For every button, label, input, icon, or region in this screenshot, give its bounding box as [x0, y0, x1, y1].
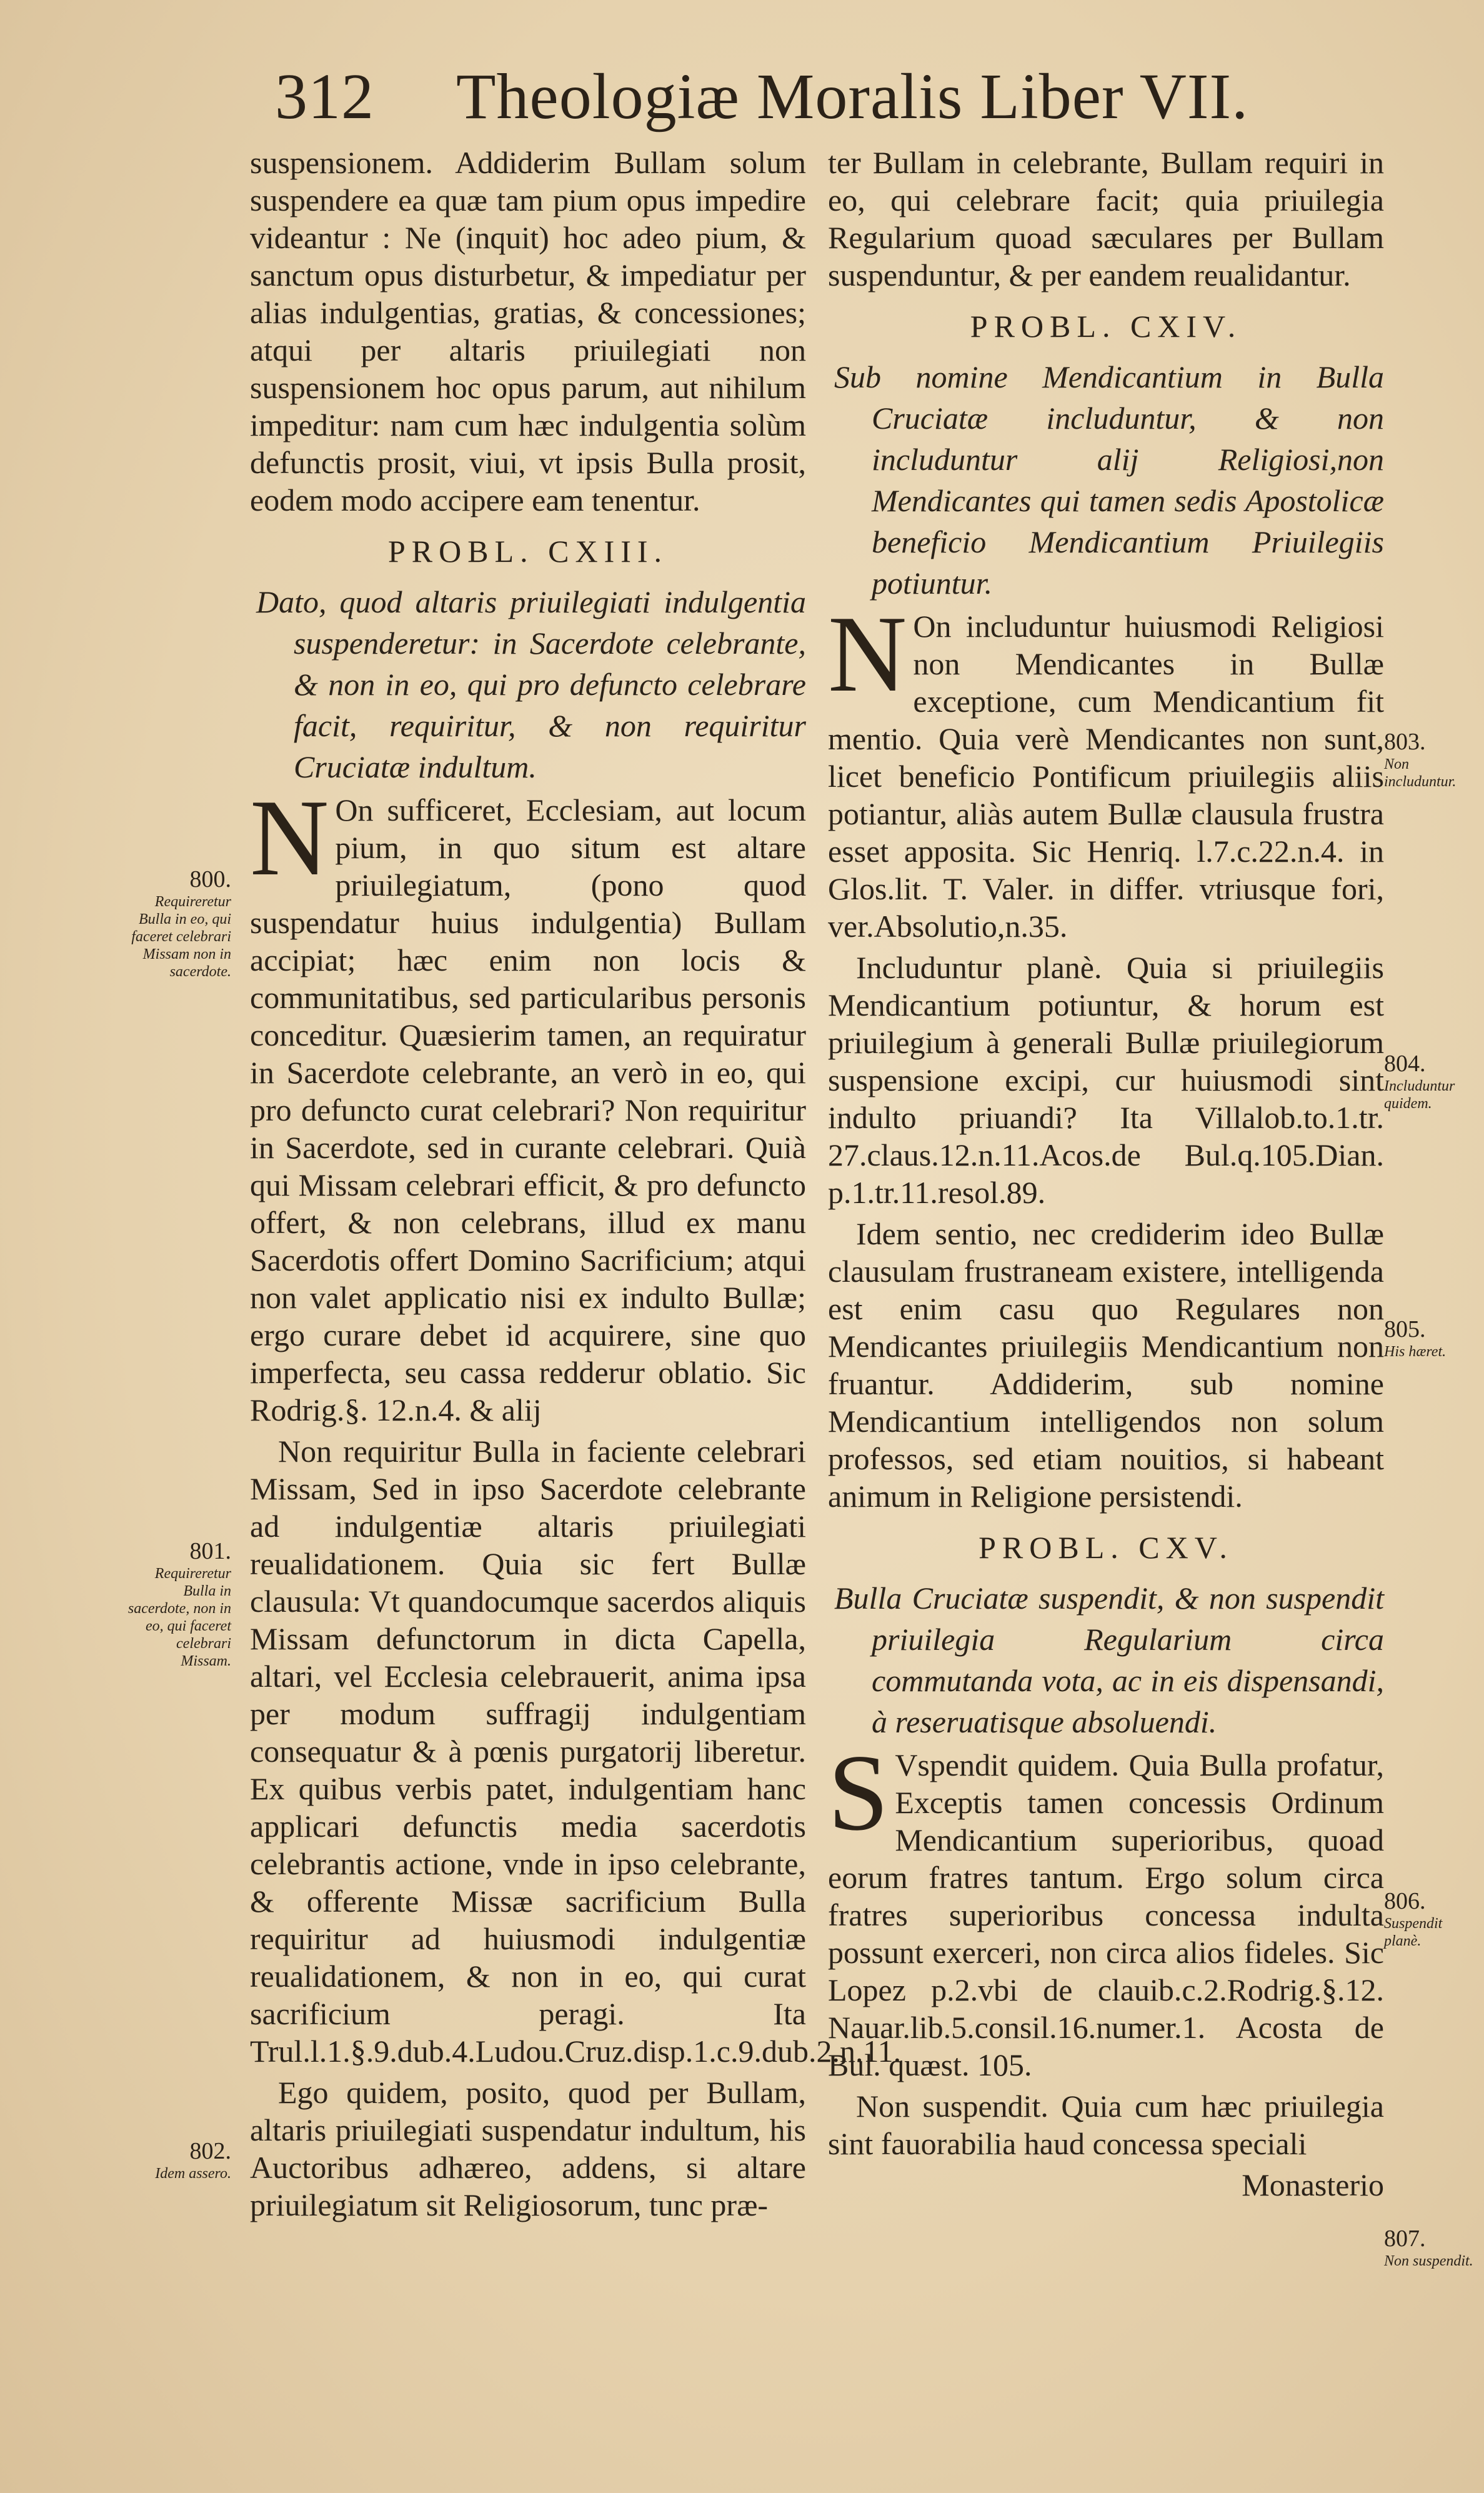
margin-note-text: Non includuntur.	[1384, 756, 1457, 790]
paragraph: ter Bullam in celebrante, Bullam requiri in eo, qui celebrare facit; quia priuilegia Regularium quoad sæculares per Bullam suspenduntur, & per eandem reualidantur.	[828, 145, 1384, 292]
right-column	[828, 144, 1384, 2469]
drop-cap: N	[250, 777, 329, 898]
margin-note-number: 807.	[1384, 2226, 1426, 2252]
margin-note-800	[125, 866, 231, 981]
catchword: Monasterio	[1242, 2167, 1384, 2202]
margin-note-number: 802.	[189, 2138, 231, 2164]
paragraph-800	[250, 777, 806, 1429]
problem-heading-113: PROBL. CXIII.	[387, 534, 669, 569]
margin-note-807	[1384, 2225, 1478, 2270]
page-number: 312	[275, 61, 374, 132]
margin-note-text: Non suspendit.	[1384, 2253, 1473, 2269]
margin-note-805	[1384, 1316, 1478, 1361]
page-header	[275, 59, 1287, 134]
margin-note-804	[1384, 1050, 1478, 1112]
margin-note-number: 800.	[189, 866, 231, 892]
margin-note-number: 803.	[1384, 729, 1426, 755]
paragraph-text: Vspendit quidem. Quia Bulla profatur, Exceptis tamen concessis Ordinum Mendicantium superioribus, quoad eorum fratres tantum. Ergo solum circa fratres superioribus concessa indulta possunt exerceri, non circa alios fideles. Sic Lopez p.2.vbi de clauib.c.2.Rodrig.§.12. Nauar.lib.5.consil.16.numer.1. Acosta de Bul. quæst. 105.	[828, 1747, 1384, 2082]
running-title: Theologiæ Moralis Liber VII.	[456, 61, 1249, 132]
margin-note-text: Idem assero.	[155, 2166, 231, 2182]
margin-note-number: 804.	[1384, 1051, 1426, 1077]
problem-heading-115: PROBL. CXV.	[979, 1530, 1233, 1565]
margin-note-802	[125, 2137, 231, 2182]
margin-note-803	[1384, 728, 1478, 791]
paragraph-801: Non requiritur Bulla in faciente celebrari Missam, Sed in ipso Sacerdote celebrante ad indulgentiæ altaris priuilegiati reualidationem. Quia sic fert Bullæ clausula: Vt quandocumque sacerdos aliquis Missam defunctorum in dicta Capella, altari, vel Ecclesia celebrauerit, anima ipsa per modum suffragij indulgentiam consequatur & à pœnis purgatorij liberetur. Ex quibus verbis patet, indulgentiam hanc applicari defunctis media sacerdotis celebrantis actione, vnde in ipso celebrante, & offerente Missæ sacrificium Bulla requiritur ad huiusmodi indulgentiæ reualidationem, & non in eo, qui curat sacrificium peragi. Ita Trul.l.1.§.9.dub.4.Ludou.Cruz.disp.1.c.9.dub.2.n.11.	[250, 1434, 902, 2069]
problem-summary-113: Dato, quod altaris priuilegiati indulgentia suspenderetur: in Sacerdote celebrante, & non in eo, qui pro defuncto celebrare facit, requiritur, & non requiritur Cruciatæ indultum.	[256, 584, 806, 784]
paragraph-804: Includuntur planè. Quia si priuilegiis Mendicantium potiuntur, & horum est priuilegium à generali Bullæ priuilegiorum suspensione excipi, cur huiusmodi sint indulto priuandi? Ita Villalob.to.1.tr. 27.claus.12.n.11.Acos.de Bul.q.105.Dian. p.1.tr.11.resol.89.	[828, 950, 1384, 1210]
margin-note-text: Suspendit planè.	[1384, 1916, 1443, 1949]
problem-heading-114: PROBL. CXIV.	[970, 309, 1242, 344]
margin-note-801	[125, 1537, 231, 1670]
margin-note-text: Includuntur quidem.	[1384, 1078, 1455, 1112]
margin-note-text: His hæret.	[1384, 1344, 1447, 1360]
paragraph: suspensionem. Addiderim Bullam solum suspendere ea quæ tam pium opus impedire videantur : Ne (inquit) hoc adeo pium, & sanctum opus disturbetur, & impediatur per alias indulgentias, gratias, & concessiones; atqui per altaris priuilegiati non suspensionem hoc opus parum, aut nihilum impeditur: nam cum hæc indulgentia solùm defunctis prosit, viui, vt ipsis Bulla prosit, eodem modo accipere eam tenentur.	[250, 145, 806, 517]
drop-cap: S	[828, 1732, 889, 1853]
margin-note-number: 806.	[1384, 1888, 1426, 1914]
drop-cap: N	[828, 593, 907, 714]
paragraph-802: Ego quidem, posito, quod per Bullam, altaris priuilegiati suspendatur indultum, his Auctoribus adhæreo, addens, si altare priuilegiatum sit Religiosorum, tunc præ-	[250, 2075, 806, 2222]
margin-note-number: 801.	[189, 1538, 231, 1564]
margin-note-number: 805.	[1384, 1316, 1426, 1342]
margin-note-text: Requireretur Bulla in eo, qui faceret celebrari Missam non in sacerdote.	[131, 894, 231, 980]
margin-note-text: Requireretur Bulla in sacerdote, non in eo, qui faceret celebrari Missam.	[127, 1566, 231, 1669]
paragraph-text: On includuntur huiusmodi Religiosi non Mendicantes in Bullæ exceptione, cum Mendicantium fit mentio. Quia verè Mendicantes non sunt, licet beneficio Pontificum priuilegiis aliis potiantur, aliàs autem Bullæ clausula frustra esset apposita. Sic Henriq. l.7.c.22.n.4. in Glos.lit. T. Valer. in differ. vtriusque fori, ver.Absolutio,n.35.	[828, 609, 1384, 944]
paragraph-text: On sufficeret, Ecclesiam, aut locum pium, in quo situm est altare priuilegiatum, (pono quod suspendatur huius indulgentia) Bullam accipiat; hæc enim non locis & communitatibus, sed particularibus personis conceditur. Quæsierim tamen, an requiratur in Sacerdote celebrante, an verò in eo, qui pro defuncto curat celebrari? Non requiritur in Sacerdote, sed in curante celebrari. Quià qui Missam celebrari efficit, & pro defuncto offert, & non celebrans, illud ex manu Sacerdotis offert Domino Sacrificium; atqui non valet applicatio nisi ex indulto Bullæ; ergo curare debet id acquirere, sine quo imperfecta, seu cassa redderur oblatio. Sic Rodrig.§. 12.n.4. & alij	[250, 792, 806, 1427]
left-column	[250, 144, 902, 2469]
paragraph-806	[828, 1732, 1384, 2084]
paragraph-807: Non suspendit. Quia cum hæc priuilegia sint fauorabilia haud concessa speciali	[828, 2089, 1384, 2161]
paragraph-803	[828, 593, 1384, 945]
margin-note-806	[1384, 1887, 1478, 1950]
paragraph-805: Idem sentio, nec crediderim ideo Bullæ clausulam frustraneam existere, intelligenda est enim casu quo Regulares non Mendicantes priuilegiis Mendicantium non fruantur. Addiderim, sub nomine Mendicantium intelligendos non solum professos, sed etiam nouitios, si habeant animum in Religione persistendi.	[828, 1216, 1384, 1514]
problem-summary-115: Bulla Cruciatæ suspendit, & non suspendit priuilegia Regularium circa commutanda vota, ac in eis dispensandi, à reseruatisque absoluendi.	[834, 1581, 1384, 1739]
problem-summary-114: Sub nomine Mendicantium in Bulla Cruciatæ includuntur, & non includuntur alij Religiosi,non Mendicantes qui tamen sedis Apostolicæ beneficio Mendicantium Priuilegiis potiuntur.	[834, 359, 1384, 601]
